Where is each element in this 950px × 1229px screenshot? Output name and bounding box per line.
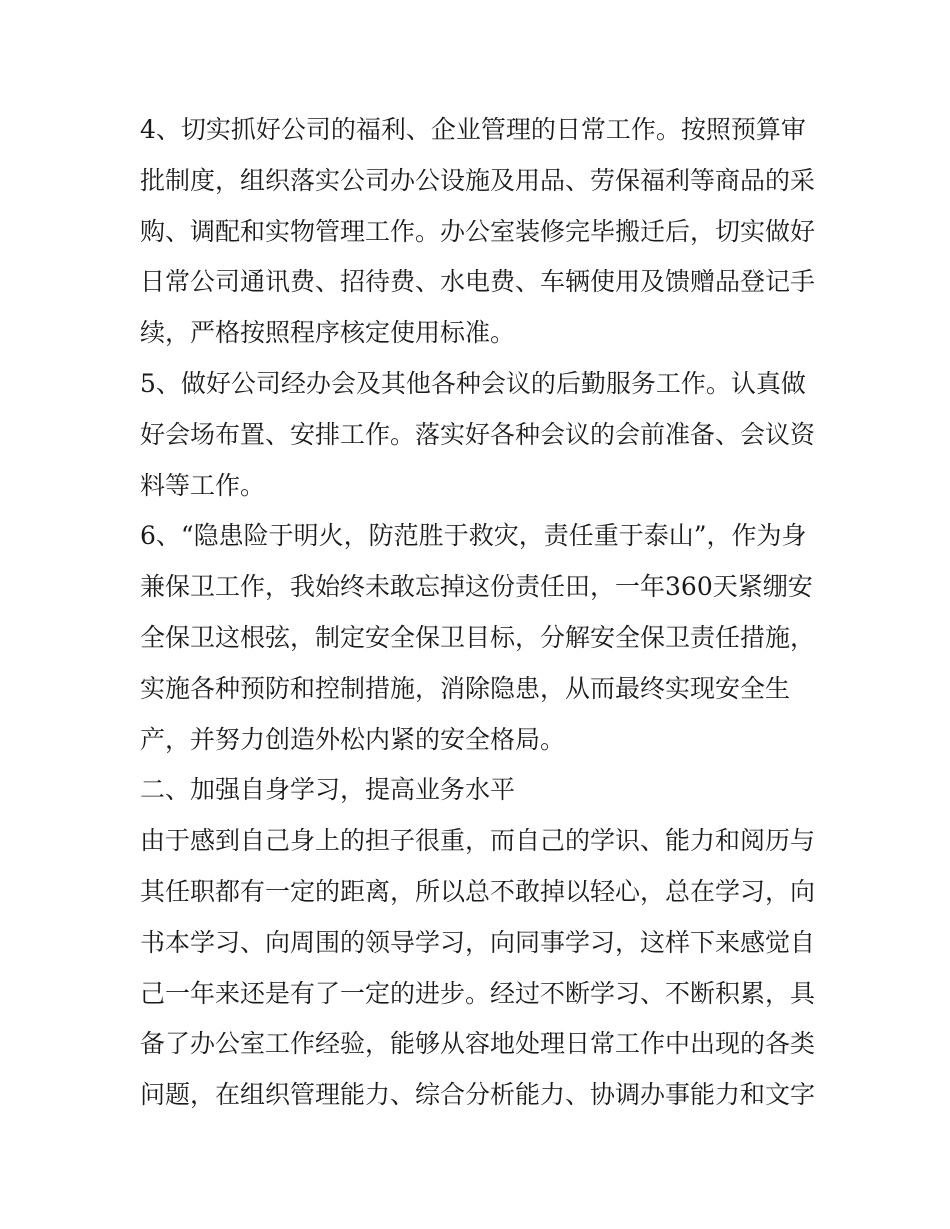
text-line: 好会场布置、安排工作。落实好各种会议的会前准备、会议资 bbox=[140, 419, 816, 449]
text-line: 6、“隐患险于明火，防范胜于救灾，责任重于泰山”，作为身 bbox=[140, 521, 807, 551]
text-line: 其任职都有一定的距离，所以总不敢掉以轻心，总在学习，向 bbox=[140, 876, 816, 906]
text-line: 4、切实抓好公司的福利、企业管理的日常工作。按照预算审 bbox=[140, 115, 806, 144]
text-line: 产，并努力创造外松内紧的安全格局。 bbox=[140, 724, 566, 754]
text-line: 料等工作。 bbox=[140, 470, 266, 500]
section-heading: 二、加强自身学习，提高业务水平 bbox=[140, 775, 516, 805]
text-line: 续，严格按照程序核定使用标准。 bbox=[140, 318, 516, 348]
text-line: 实施各种预防和控制措施，消除隐患，从而最终实现安全生 bbox=[140, 673, 791, 703]
text-line: 书本学习、向周围的领导学习，向同事学习，这样下来感觉自 bbox=[140, 927, 816, 957]
text-line: 由于感到自己身上的担子很重，而自己的学识、能力和阅历与 bbox=[140, 826, 816, 856]
text-line: 5、做好公司经办会及其他各种会议的后勤服务工作。认真做 bbox=[140, 368, 806, 398]
document-body bbox=[140, 105, 820, 1121]
text-line: 己一年来还是有了一定的进步。经过不断学习、不断积累，具 bbox=[140, 978, 816, 1008]
text-line: 备了办公室工作经验，能够从容地处理日常工作中出现的各类 bbox=[140, 1029, 816, 1059]
text-line: 日常公司通讯费、招待费、水电费、车辆使用及馈赠品登记手 bbox=[140, 267, 816, 297]
text-line: 购、调配和实物管理工作。办公室装修完毕搬迁后，切实做好 bbox=[140, 216, 816, 246]
text-line: 兼保卫工作，我始终未敢忘掉这份责任田，一年360天紧绷安 bbox=[140, 572, 813, 602]
text-line: 全保卫这根弦，制定安全保卫目标，分解安全保卫责任措施， bbox=[140, 622, 816, 652]
text-line: 批制度，组织落实公司办公设施及用品、劳保福利等商品的采 bbox=[140, 165, 816, 195]
text-line: 问题，在组织管理能力、综合分析能力、协调办事能力和文字 bbox=[140, 1080, 816, 1110]
